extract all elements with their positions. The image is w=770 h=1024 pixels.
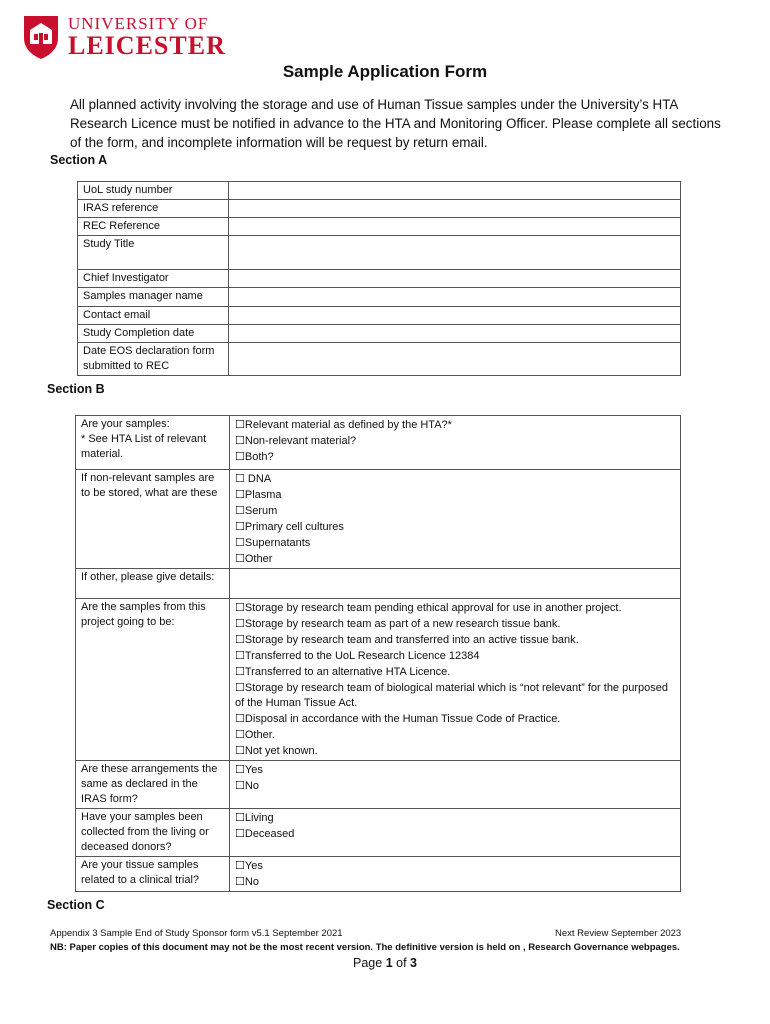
- q5-option-no[interactable]: [235, 778, 675, 794]
- checkbox-icon: ☐: [235, 504, 245, 517]
- q4-option-disposal[interactable]: [235, 711, 675, 727]
- q2-option-other[interactable]: [235, 551, 675, 567]
- checkbox-icon: ☐: [235, 712, 245, 725]
- checkbox-icon: ☐: [235, 779, 245, 792]
- q1-option-relevant-label: Relevant material as defined by the HTA?*: [244, 419, 452, 431]
- page-number: [0, 956, 770, 970]
- q7-option-no-label: No: [244, 876, 259, 888]
- q1-option-non-relevant[interactable]: [235, 433, 675, 449]
- footer-note: NB: Paper copies of this document may not be the most recent version. The definitive version is held on , Research Governance webpages.: [50, 942, 680, 953]
- q2-option-supernatants[interactable]: [235, 535, 675, 551]
- q4-option-active-tissue-bank-label: Storage by research team and transferred into an active tissue bank.: [244, 634, 579, 646]
- page-mid: of: [392, 956, 411, 970]
- field-uol-study-number[interactable]: [229, 182, 681, 200]
- q2-option-primary-cell-cultures-label: Primary cell cultures: [244, 521, 344, 533]
- q4-option-pending-approval[interactable]: [235, 600, 675, 616]
- q4-option-other[interactable]: [235, 727, 675, 743]
- label-chief-investigator: Chief Investigator: [78, 270, 229, 288]
- q2-option-dna[interactable]: [235, 471, 675, 487]
- q2-option-other-label: Other: [244, 553, 273, 565]
- checkbox-icon: ☐: [235, 418, 245, 431]
- q6-option-deceased-label: Deceased: [244, 828, 295, 840]
- q7-option-yes[interactable]: [235, 858, 675, 874]
- q5-option-yes[interactable]: [235, 762, 675, 778]
- checkbox-icon: ☐: [235, 744, 245, 757]
- q6-options: [230, 809, 681, 857]
- q6-option-living[interactable]: [235, 810, 675, 826]
- q2-option-plasma[interactable]: [235, 487, 675, 503]
- label-uol-study-number: UoL study number: [78, 182, 229, 200]
- checkbox-icon: ☐: [235, 601, 245, 614]
- q4-option-pending-approval-label: Storage by research team pending ethical approval for use in another project.: [244, 602, 622, 614]
- q6-option-living-label: Living: [244, 812, 274, 824]
- logo-line-leicester: LEICESTER: [68, 31, 226, 60]
- checkbox-icon: ☐: [235, 827, 245, 840]
- q5-label: Are these arrangements the same as declared in the IRAS form?: [76, 761, 230, 809]
- q2-option-supernatants-label: Supernatants: [244, 537, 311, 549]
- q7-label: Are your tissue samples related to a clinical trial?: [76, 857, 230, 892]
- checkbox-icon: ☐: [235, 875, 245, 888]
- label-eos-declaration: Date EOS declaration form submitted to REC: [78, 343, 229, 376]
- intro-paragraph: All planned activity involving the storage and use of Human Tissue samples under the University’s HTA Research Licence must be notified in advance to the HTA and Monitoring Officer. Please complete all sections of the form, and incomplete information will be request by return email.: [70, 97, 721, 150]
- footer-document-ref: Appendix 3 Sample End of Study Sponsor form v5.1 September 2021: [50, 928, 343, 939]
- checkbox-icon: ☐: [235, 681, 245, 694]
- q1-option-both-label: Both?: [244, 451, 274, 463]
- q1-option-relevant[interactable]: [235, 417, 675, 433]
- footer-next-review: Next Review September 2023: [555, 928, 682, 939]
- checkbox-icon: ☐: [235, 649, 245, 662]
- q1-label-line1: Are your samples:: [81, 418, 170, 430]
- q4-option-uol-licence[interactable]: [235, 648, 675, 664]
- checkbox-icon: ☐: [235, 728, 245, 741]
- checkbox-icon: ☐: [235, 472, 245, 485]
- label-contact-email: Contact email: [78, 307, 229, 325]
- label-samples-manager-name: Samples manager name: [78, 288, 229, 307]
- checkbox-icon: ☐: [235, 552, 245, 565]
- checkbox-icon: ☐: [235, 859, 245, 872]
- q4-option-alternative-licence-label: Transferred to an alternative HTA Licence.: [244, 666, 451, 678]
- field-iras-reference[interactable]: [229, 200, 681, 218]
- page-title: Sample Application Form: [282, 62, 488, 81]
- q2-option-plasma-label: Plasma: [244, 489, 282, 501]
- q7-option-yes-label: Yes: [244, 860, 263, 872]
- q5-option-no-label: No: [244, 780, 259, 792]
- q4-option-not-relevant-material-label: Storage by research team of biological material which is “not relevant” for the purposed of the Human Tissue Act.: [235, 682, 668, 709]
- q2-option-primary-cell-cultures[interactable]: [235, 519, 675, 535]
- q4-option-uol-licence-label: Transferred to the UoL Research Licence 12384: [244, 650, 480, 662]
- q4-option-new-tissue-bank[interactable]: [235, 616, 675, 632]
- q1-label-line2: * See HTA List of relevant material.: [81, 433, 207, 460]
- q7-options: [230, 857, 681, 892]
- label-rec-reference: REC Reference: [78, 218, 229, 236]
- q4-option-alternative-licence[interactable]: [235, 664, 675, 680]
- field-rec-reference[interactable]: [229, 218, 681, 236]
- q1-options: [230, 416, 681, 470]
- label-iras-reference: IRAS reference: [78, 200, 229, 218]
- q7-option-no[interactable]: [235, 874, 675, 890]
- university-logo: [22, 14, 226, 60]
- page-total: 3: [410, 956, 417, 970]
- checkbox-icon: ☐: [235, 434, 245, 447]
- section-b-table: [75, 415, 681, 892]
- q1-option-non-relevant-label: Non-relevant material?: [244, 435, 357, 447]
- field-eos-declaration[interactable]: [229, 343, 681, 376]
- q6-option-deceased[interactable]: [235, 826, 675, 842]
- field-chief-investigator[interactable]: [229, 270, 681, 288]
- page-current: 1: [385, 956, 393, 970]
- q4-option-not-yet-known[interactable]: [235, 743, 675, 759]
- q2-options: [230, 470, 681, 569]
- page-prefix: Page: [353, 956, 386, 970]
- field-samples-manager-name[interactable]: [229, 288, 681, 307]
- q4-option-not-yet-known-label: Not yet known.: [244, 745, 318, 757]
- checkbox-icon: ☐: [235, 536, 245, 549]
- checkbox-icon: ☐: [235, 665, 245, 678]
- q2-option-dna-label: DNA: [244, 473, 272, 485]
- section-a-heading: Section A: [50, 153, 108, 167]
- field-contact-email[interactable]: [229, 307, 681, 325]
- q2-label: If non-relevant samples are to be stored, what are these: [76, 470, 230, 569]
- q4-options: [230, 599, 681, 761]
- q2-option-serum-label: Serum: [244, 505, 278, 517]
- q4-option-disposal-label: Disposal in accordance with the Human Tissue Code of Practice.: [244, 713, 561, 725]
- q4-option-other-label: Other.: [244, 729, 275, 741]
- q1-option-both[interactable]: [235, 449, 675, 465]
- label-study-completion-date: Study Completion date: [78, 325, 229, 343]
- q3-details-field[interactable]: [230, 569, 681, 599]
- logo-line-university: UNIVERSITY OF: [68, 14, 209, 33]
- crest-icon: [22, 14, 60, 60]
- q4-label: Are the samples from this project going to be:: [76, 599, 230, 761]
- q4-option-new-tissue-bank-label: Storage by research team as part of a new research tissue bank.: [244, 618, 561, 630]
- checkbox-icon: ☐: [235, 763, 245, 776]
- field-study-completion-date[interactable]: [229, 325, 681, 343]
- section-a-table: [77, 181, 681, 376]
- q3-label: If other, please give details:: [76, 569, 230, 599]
- q6-label: Have your samples been collected from the living or deceased donors?: [76, 809, 230, 857]
- checkbox-icon: ☐: [235, 520, 245, 533]
- q5-options: [230, 761, 681, 809]
- checkbox-icon: ☐: [235, 633, 245, 646]
- section-b-heading: Section B: [47, 382, 105, 396]
- footer-line: [50, 928, 700, 939]
- checkbox-icon: ☐: [235, 811, 245, 824]
- q4-option-not-relevant-material[interactable]: [235, 680, 675, 711]
- section-c-heading: Section C: [47, 898, 105, 912]
- checkbox-icon: ☐: [235, 617, 245, 630]
- checkbox-icon: ☐: [235, 450, 245, 463]
- field-study-title[interactable]: [229, 236, 681, 270]
- q1-label: [76, 416, 230, 470]
- q2-option-serum[interactable]: [235, 503, 675, 519]
- q5-option-yes-label: Yes: [244, 764, 263, 776]
- label-study-title: Study Title: [78, 236, 229, 270]
- q4-option-active-tissue-bank[interactable]: [235, 632, 675, 648]
- checkbox-icon: ☐: [235, 488, 245, 501]
